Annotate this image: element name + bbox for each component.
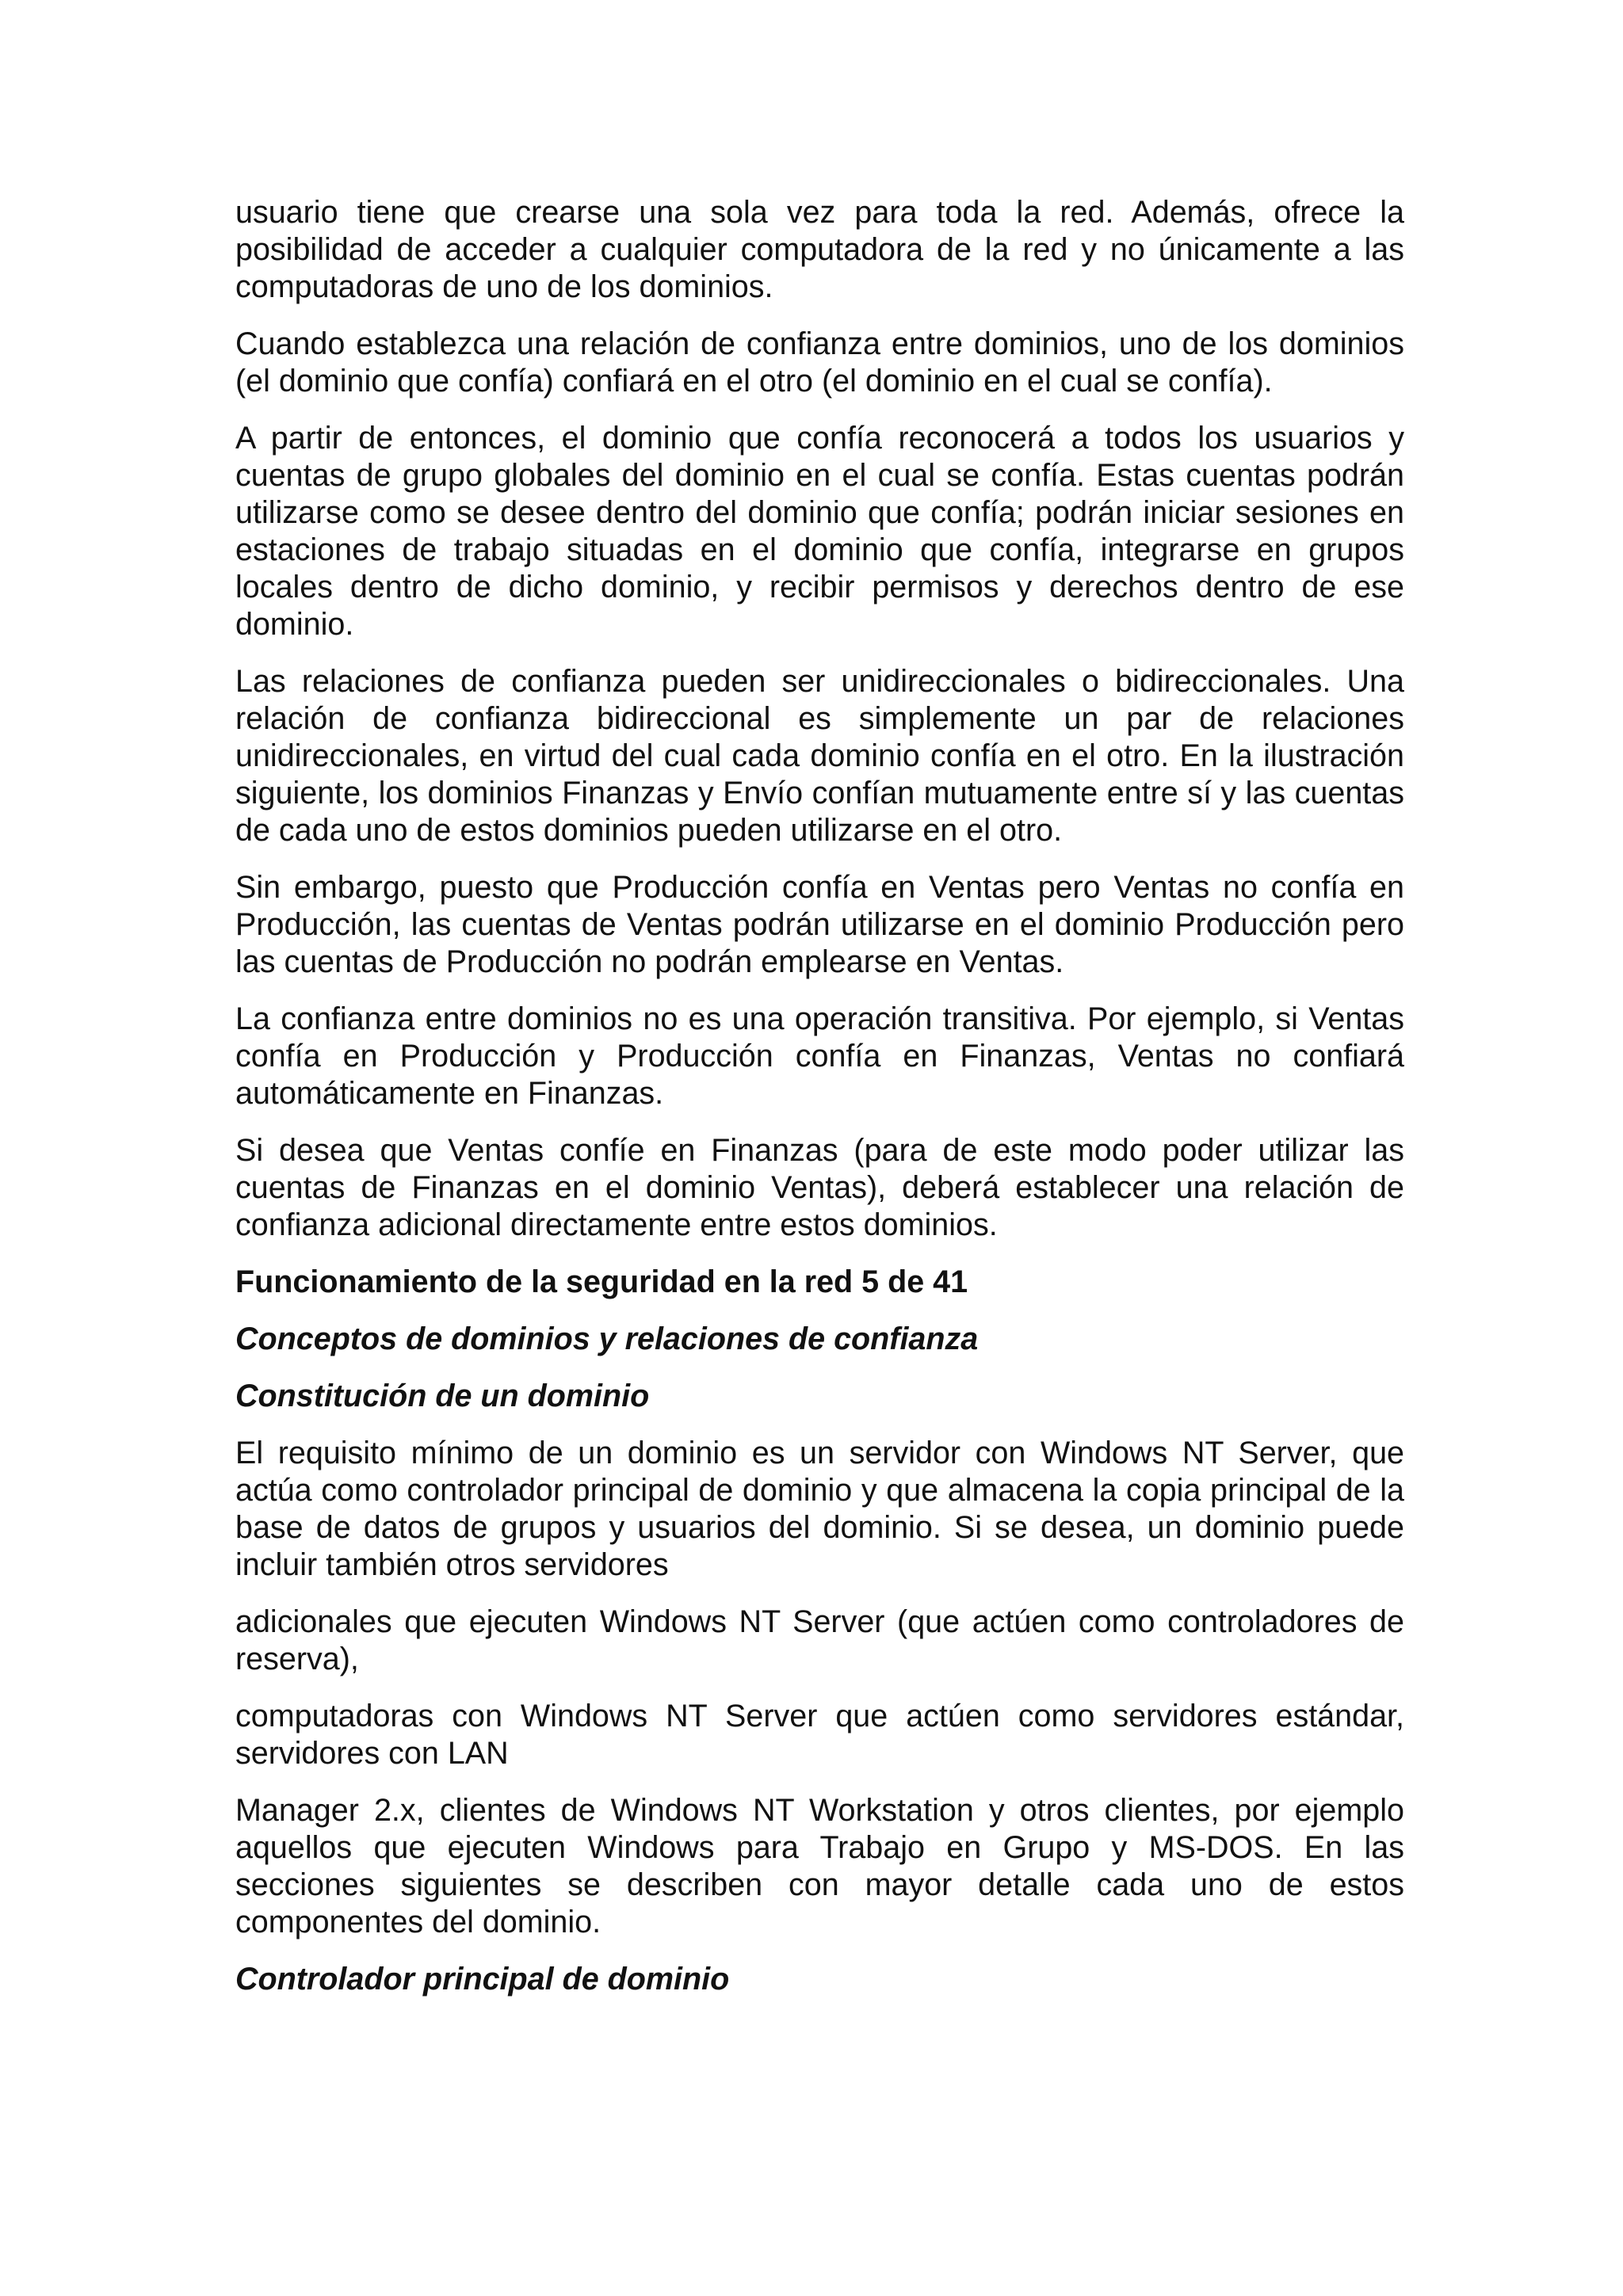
- document-body: [235, 194, 1404, 2018]
- paragraph-9: adicionales que ejecuten Windows NT Server (que actúen como controladores de reserva),: [235, 1604, 1404, 1676]
- paragraph-8: El requisito mínimo de un dominio es un servidor con Windows NT Server, que actúa como controlador principal de dominio y que almacena la copia principal de la base de datos de grupos y usuarios del dominio. Si se desea, un dominio puede incluir también otros servidores: [235, 1436, 1404, 1582]
- paragraph-4: Las relaciones de confianza pueden ser unidireccionales o bidireccionales. Una relación de confianza bidireccional es simplemente un par de relaciones unidireccionales, en virtud del cual cada dominio confía en el otro. En la ilustración siguiente, los dominios Finanzas y Envío confían mutuamente entre sí y las cuentas de cada uno de estos dominios pueden utilizarse en el otro.: [235, 664, 1404, 848]
- section-heading: Funcionamiento de la seguridad en la red 5 de 41: [235, 1264, 968, 1299]
- paragraph-7: Si desea que Ventas confíe en Finanzas (para de este modo poder utilizar las cuentas de Finanzas en el dominio Ventas), deberá establecer una relación de confianza adicional directamente entre estos dominios.: [235, 1133, 1404, 1242]
- paragraph-6: La confianza entre dominios no es una operación transitiva. Por ejemplo, si Ventas confía en Producción y Producción confía en Finanzas, Ventas no confiará automáticamente en Finanzas.: [235, 1001, 1404, 1111]
- subheading-controller: Controlador principal de dominio: [235, 1962, 730, 1997]
- paragraph-11: Manager 2.x, clientes de Windows NT Workstation y otros clientes, por ejemplo aquellos que ejecuten Windows para Trabajo en Grupo y MS-DOS. En las secciones siguientes se describen con mayor detalle cada uno de estos componentes del dominio.: [235, 1793, 1404, 1939]
- paragraph-2: Cuando establezca una relación de confianza entre dominios, uno de los dominios (el dominio que confía) confiará en el otro (el dominio en el cual se confía).: [235, 326, 1404, 399]
- paragraph-1: usuario tiene que crearse una sola vez para toda la red. Además, ofrece la posibilidad de acceder a cualquier computadora de la red y no únicamente a las computadoras de uno de los dominios.: [235, 195, 1404, 304]
- paragraph-5: Sin embargo, puesto que Producción confía en Ventas pero Ventas no confía en Producción, las cuentas de Ventas podrán utilizarse en el dominio Producción pero las cuentas de Producción no podrán emplearse en Ventas.: [235, 870, 1404, 979]
- subheading-concepts: Conceptos de dominios y relaciones de confianza: [235, 1322, 979, 1356]
- paragraph-3: A partir de entonces, el dominio que confía reconocerá a todos los usuarios y cuentas de grupo globales del dominio en el cual se confía. Estas cuentas podrán utilizarse como se desee dentro del dominio que confía; podrán iniciar sesiones en estaciones de trabajo situadas en el dominio que confía, integrarse en grupos locales dentro de dicho dominio, y recibir permisos y derechos dentro de ese dominio.: [235, 421, 1404, 642]
- subheading-constitution: Constitución de un dominio: [235, 1379, 650, 1413]
- paragraph-10: computadoras con Windows NT Server que actúen como servidores estándar, servidores con LAN: [235, 1699, 1404, 1771]
